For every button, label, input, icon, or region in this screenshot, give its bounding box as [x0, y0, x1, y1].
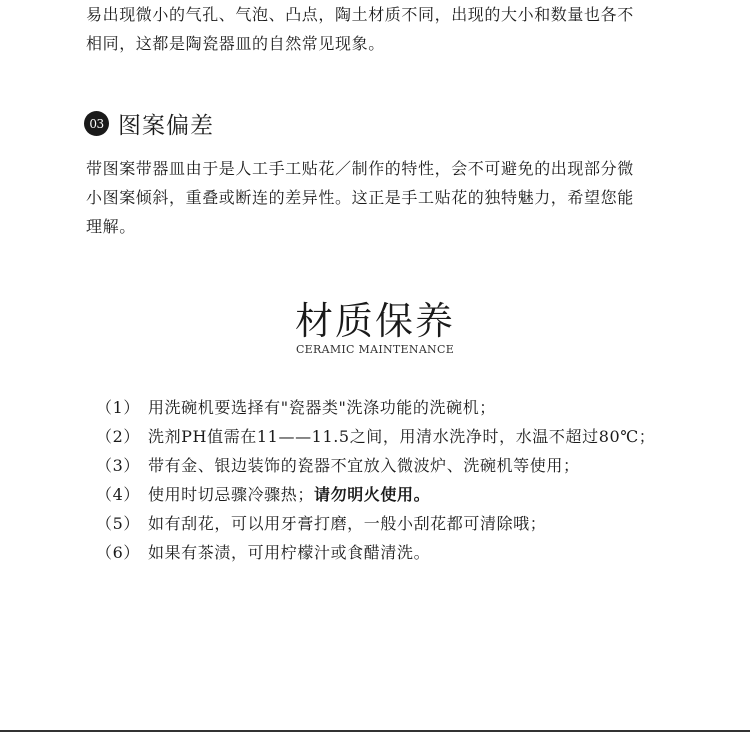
item-number: （5） [96, 514, 140, 533]
item-number: （4） [96, 485, 140, 504]
item-text: 带有金、银边装饰的瓷器不宜放入微波炉、洗碗机等使用； [147, 456, 580, 475]
pattern-paragraph [86, 154, 676, 241]
list-item [96, 480, 655, 509]
paragraph-line: 相同，这都是陶瓷器皿的自然常见现象。 [86, 34, 385, 53]
section-title: 图案偏差 [118, 113, 214, 139]
paragraph-line: 易出现微小的气孔、气泡、凸点，陶土材质不同，出现的大小和数量也各不 [86, 5, 634, 24]
maintenance-list [96, 393, 655, 567]
item-number: （3） [96, 456, 140, 475]
item-text: 如果有茶渍，可用柠檬汁或食醋清洗。 [147, 543, 431, 562]
item-text: 使用时切忌骤冷骤热； [147, 485, 314, 504]
list-item [96, 422, 655, 451]
section-heading [84, 107, 214, 140]
maintenance-subtitle: CERAMIC MAINTENANCE [295, 343, 455, 356]
item-warning-text: 请勿明火使用。 [314, 485, 431, 504]
item-number: （1） [96, 398, 140, 417]
item-number: （6） [96, 543, 140, 562]
intro-paragraph [86, 0, 676, 58]
item-text: 用洗碗机要选择有"瓷器类"洗涤功能的洗碗机； [147, 398, 496, 417]
list-item [96, 538, 655, 567]
list-item [96, 393, 655, 422]
list-item [96, 509, 655, 538]
item-text: 如有刮花，可以用牙膏打磨，一般小刮花都可清除哦； [147, 514, 547, 533]
section-number-badge: 03 [84, 111, 109, 136]
maintenance-title: 材质保养 [294, 299, 455, 343]
item-text: 洗剂PH值需在11——11.5之间，用清水洗净时，水温不超过80℃； [147, 427, 656, 446]
paragraph-line: 带图案带器皿由于是人工手工贴花／制作的特性，会不可避免的出现部分微 [86, 159, 634, 178]
paragraph-line: 理解。 [86, 217, 136, 236]
paragraph-line: 小图案倾斜，重叠或断连的差异性。这正是手工贴花的独特魅力，希望您能 [86, 188, 634, 207]
list-item [96, 451, 655, 480]
item-number: （2） [96, 427, 140, 446]
